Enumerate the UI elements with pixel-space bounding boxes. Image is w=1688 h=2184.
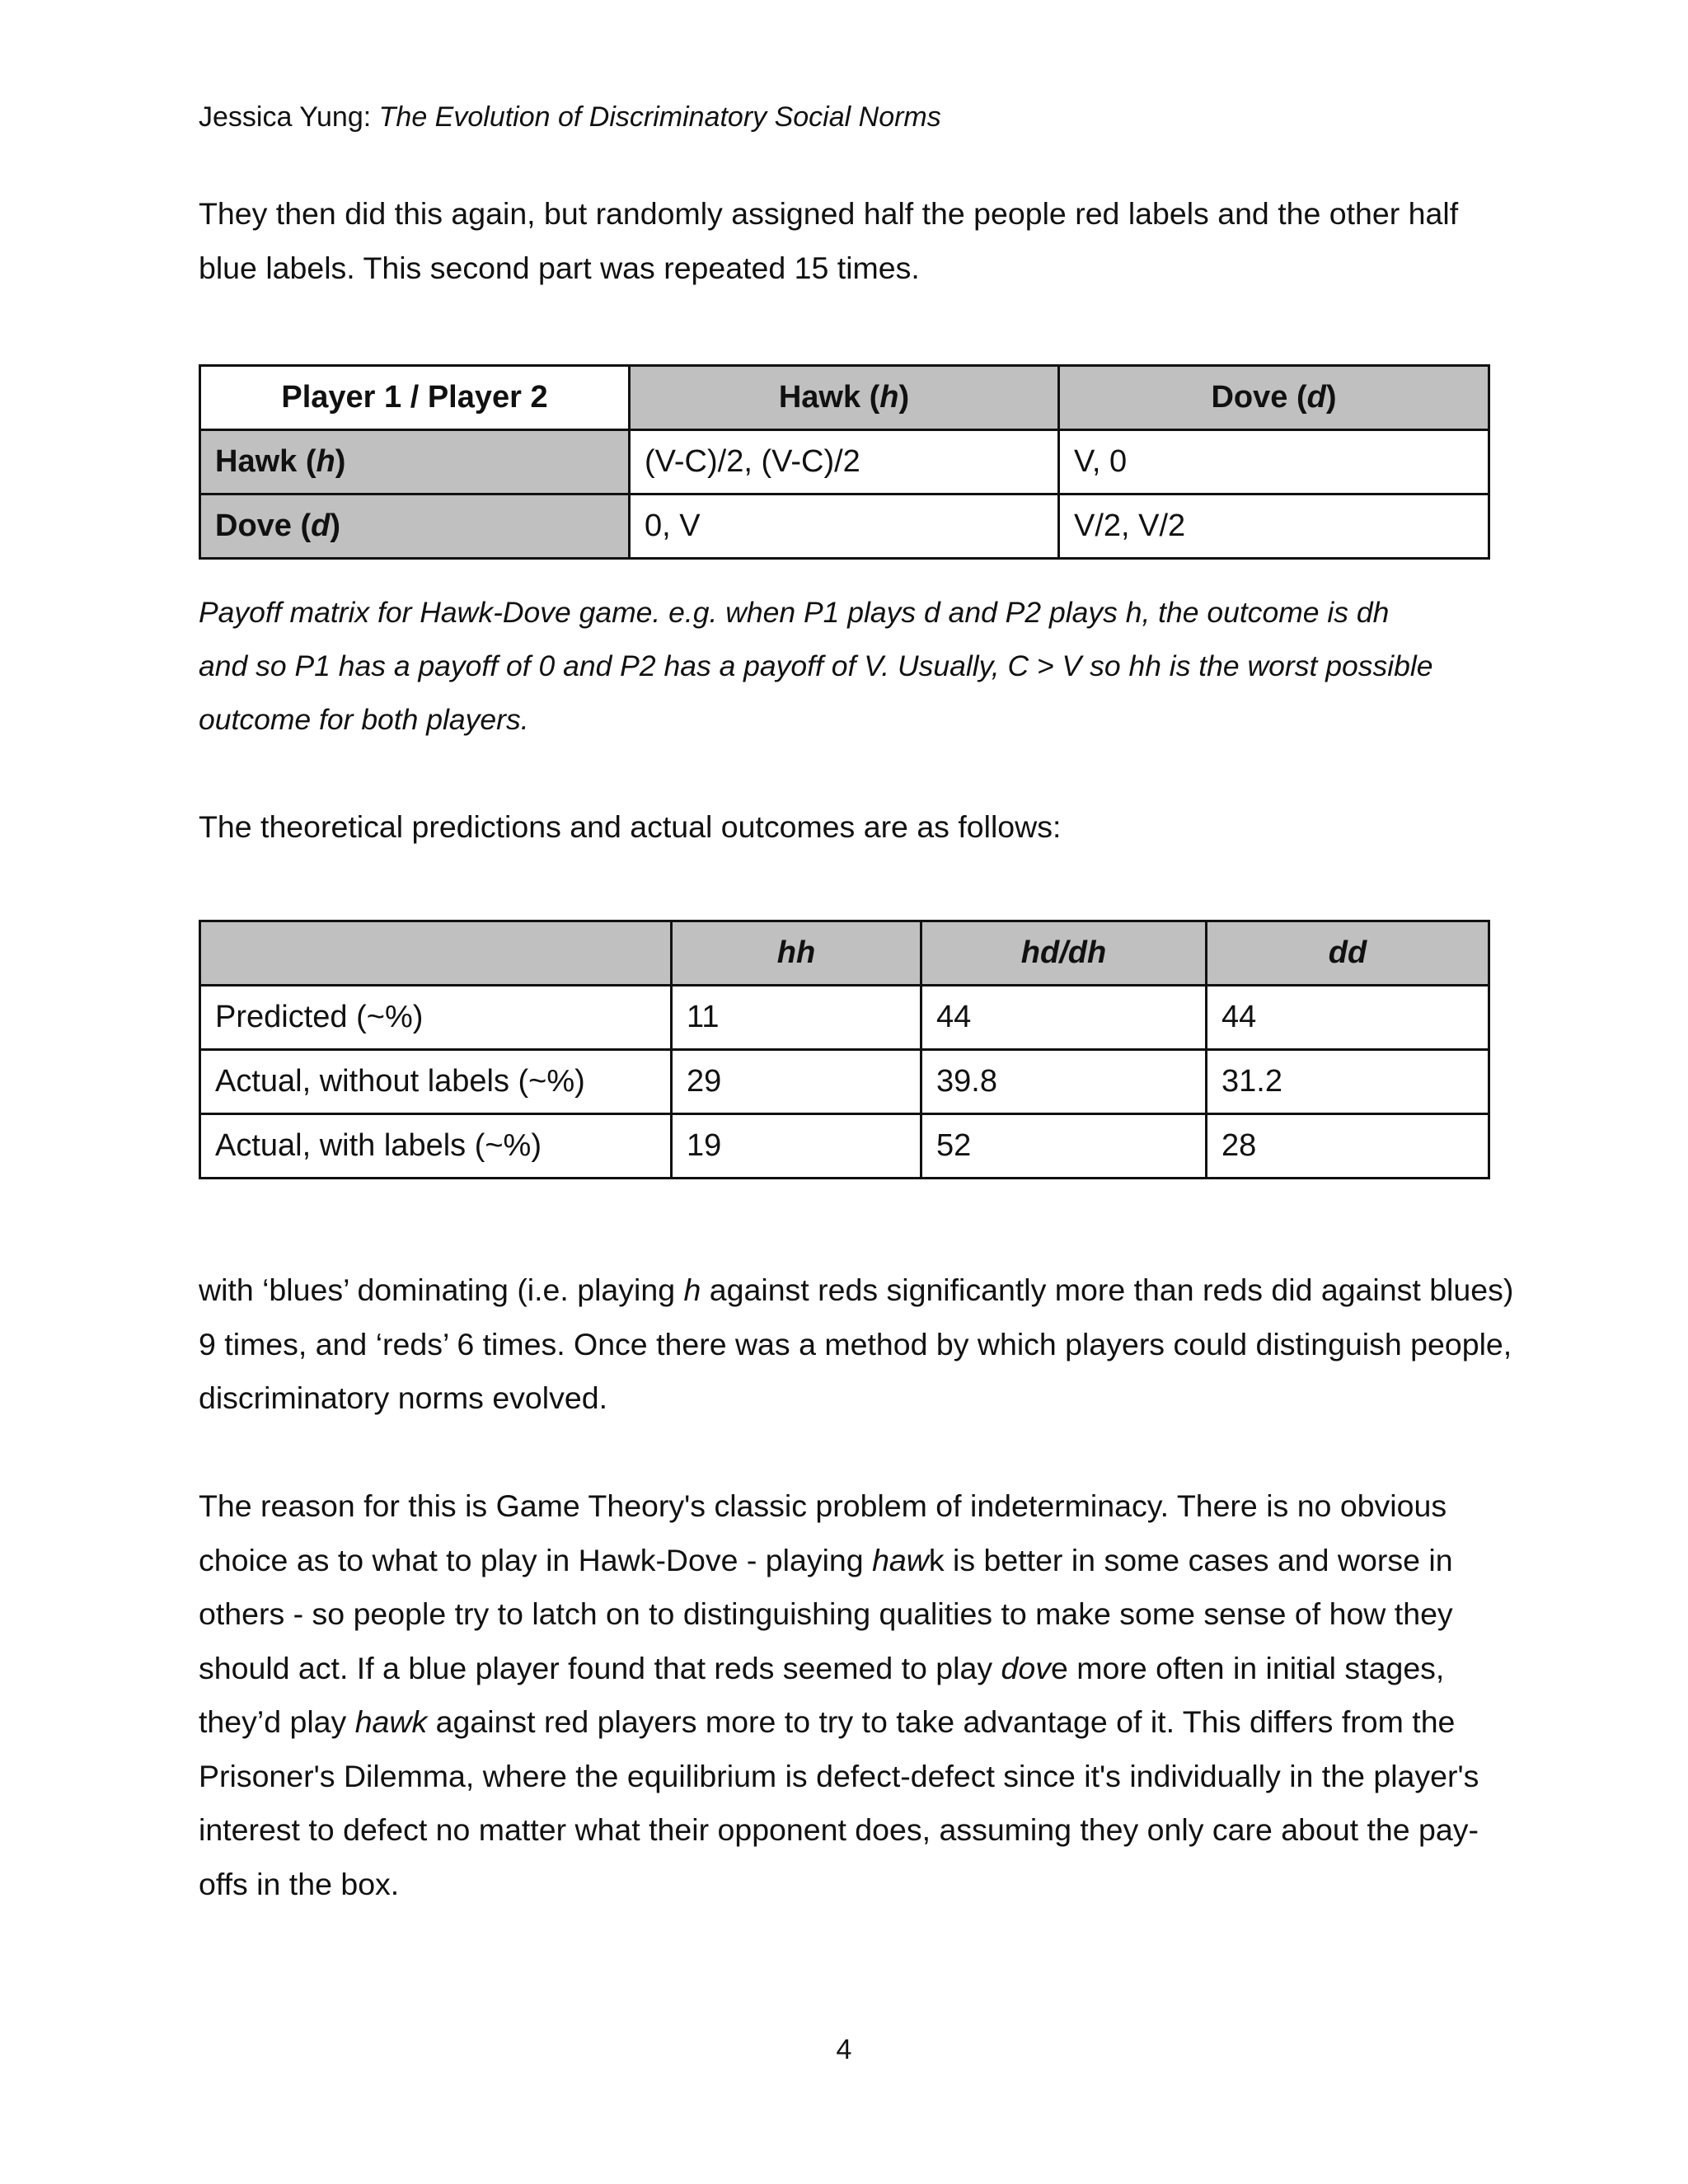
payoff-row-dove bbox=[200, 494, 1489, 559]
payoff-cell-hh: (V-C)/2, (V-C)/2 bbox=[630, 430, 1059, 494]
outcomes-cell: 11 bbox=[672, 986, 921, 1050]
reason-paragraph: The reason for this is Game Theory's classic problem of indeterminacy. There is no obvious choice as to what to play in Hawk-Dove - playing hawk is better in some cases and worse in others - so people try to latch on to distinguishing qualities to make some sense of how they should act. If a blue player found that reds seemed to play dove more often in initial stages, they’d play hawk against red players more to try to take advantage of it. This differs from the Prisoner's Dilemma, where the equilibrium is defect-defect since it's individually in the player's interest to defect no matter what their opponent does, assuming they only care about the pay- offs in the box. bbox=[199, 1488, 1479, 1901]
outcomes-cell: 31.2 bbox=[1207, 1050, 1489, 1114]
intro-line-2: blue labels. This second part was repeated 15 times. bbox=[199, 250, 920, 285]
payoff-header-row bbox=[200, 366, 1489, 430]
outcomes-cell: 44 bbox=[921, 986, 1207, 1050]
payoff-cell-dd: V/2, V/2 bbox=[1059, 494, 1489, 559]
outcomes-header-row bbox=[200, 921, 1489, 986]
intro-line-1: They then did this again, but randomly assigned half the people red labels and the other half bbox=[199, 196, 1459, 231]
payoff-row-header-dove: Dove (d) bbox=[200, 494, 630, 559]
outcomes-row-predicted bbox=[200, 986, 1489, 1050]
outcomes-cell: 29 bbox=[672, 1050, 921, 1114]
outcomes-col-header-hh: hh bbox=[672, 921, 921, 986]
outcomes-row-label: Predicted (~%) bbox=[200, 986, 672, 1050]
payoff-caption bbox=[199, 586, 1517, 747]
dominating-paragraph: with ‘blues’ dominating (i.e. playing h against reds significantly more than reds did against blues) 9 times, and ‘reds’ 6 times. Once there was a method by which players could distinguish people, discriminatory norms evolved. bbox=[199, 1272, 1514, 1415]
caption-line-3: outcome for both players. bbox=[199, 703, 529, 736]
outcomes-row-actual-with-labels bbox=[200, 1114, 1489, 1179]
header-title: The Evolution of Discriminatory Social Norms bbox=[378, 101, 941, 133]
payoff-col-header-dove: Dove (d) bbox=[1059, 366, 1489, 430]
payoff-matrix-table bbox=[199, 364, 1490, 560]
outcomes-cell: 52 bbox=[921, 1114, 1207, 1179]
payoff-cell-hd: V, 0 bbox=[1059, 430, 1489, 494]
outcomes-row-label: Actual, with labels (~%) bbox=[200, 1114, 672, 1179]
outcomes-row-actual-without-labels bbox=[200, 1050, 1489, 1114]
outcomes-row-label: Actual, without labels (~%) bbox=[200, 1050, 672, 1114]
intro-paragraph bbox=[199, 187, 1517, 295]
outcomes-intro-paragraph: The theoretical predictions and actual outcomes are as follows: bbox=[199, 809, 1062, 844]
outcomes-col-header-dd: dd bbox=[1207, 921, 1489, 986]
outcomes-corner-cell bbox=[200, 921, 672, 986]
payoff-col-header-hawk: Hawk (h) bbox=[630, 366, 1059, 430]
caption-line-2: and so P1 has a payoff of 0 and P2 has a payoff of V. Usually, C > V so hh is the worst possible bbox=[199, 649, 1433, 682]
header-author: Jessica Yung: bbox=[199, 101, 372, 133]
payoff-row-header-hawk: Hawk (h) bbox=[200, 430, 630, 494]
outcomes-col-header-hd-dh: hd/dh bbox=[921, 921, 1207, 986]
outcomes-table bbox=[199, 920, 1490, 1179]
page-number: 4 bbox=[836, 2034, 852, 2065]
caption-line-1: Payoff matrix for Hawk-Dove game. e.g. when P1 plays d and P2 plays h, the outcome is dh bbox=[199, 596, 1390, 629]
running-header bbox=[199, 97, 941, 137]
payoff-corner-cell: Player 1 / Player 2 bbox=[200, 366, 630, 430]
outcomes-cell: 44 bbox=[1207, 986, 1489, 1050]
outcomes-cell: 39.8 bbox=[921, 1050, 1207, 1114]
outcomes-cell: 19 bbox=[672, 1114, 921, 1179]
payoff-row-hawk bbox=[200, 430, 1489, 494]
outcomes-cell: 28 bbox=[1207, 1114, 1489, 1179]
payoff-cell-dh: 0, V bbox=[630, 494, 1059, 559]
